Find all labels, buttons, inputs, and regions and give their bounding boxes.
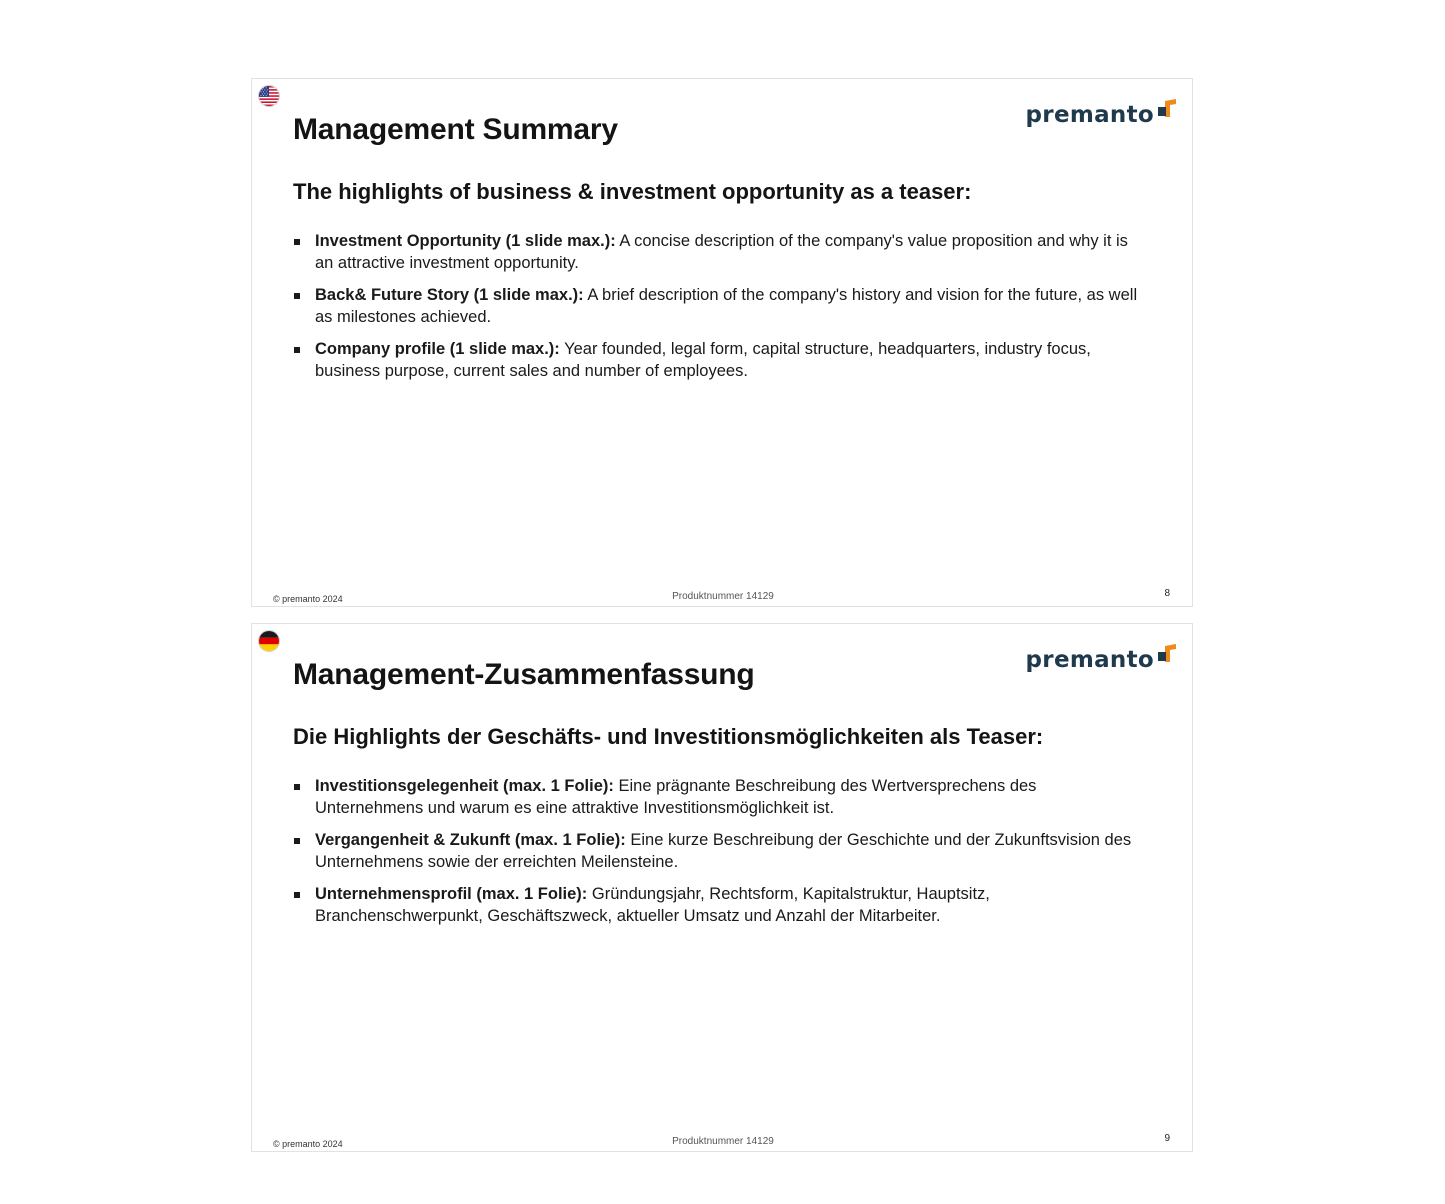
bullet-label: Vergangenheit & Zukunft (max. 1 Folie): <box>315 831 626 849</box>
bullet-list <box>293 231 1143 393</box>
bullet-item <box>293 285 1143 328</box>
bullet-item <box>293 776 1143 819</box>
bullet-text: Eine kurze Beschreibung der Geschichte und der Zukunftsvision des Unternehmens sowie der erreichten Meilensteine. <box>315 831 1132 871</box>
slide-subtitle: Die Highlights der Geschäfts- und Investitionsmöglichkeiten als Teaser: <box>293 724 1044 749</box>
logo-wordmark: premanto <box>1025 647 1154 673</box>
bullet-item <box>293 884 1143 927</box>
de-flag-icon <box>258 630 280 652</box>
premanto-logo <box>1026 93 1178 129</box>
bullet-text: Gründungsjahr, Rechtsform, Kapitalstruktur, Hauptsitz, Branchenschwerpunkt, Geschäftszweck, aktueller Umsatz und Anzahl der Mitarbeiter. <box>315 885 990 925</box>
bullet-label: Company profile (1 slide max.): <box>315 340 560 358</box>
slide-management-summary-en <box>251 78 1193 607</box>
bullet-text: A concise description of the company's value proposition and why it is an attractive investment opportunity. <box>315 232 1128 272</box>
slide-title: Management Summary <box>293 113 618 146</box>
bullet-list <box>293 776 1143 938</box>
page-number: 9 <box>1164 1133 1170 1144</box>
footer-product-number: Produktnummer 14129 <box>672 1136 774 1147</box>
bullet-square-icon <box>294 838 300 844</box>
bullet-item <box>293 231 1143 274</box>
logo-wordmark: premanto <box>1025 102 1154 128</box>
footer-product-number: Produktnummer 14129 <box>672 591 774 602</box>
bullet-square-icon <box>294 347 300 353</box>
bullet-item <box>293 339 1143 382</box>
bullet-square-icon <box>294 892 300 898</box>
bullet-square-icon <box>294 293 300 299</box>
slide-title: Management-Zusammenfassung <box>293 658 755 691</box>
logo-mark-icon <box>1156 642 1178 664</box>
premanto-logo <box>1026 638 1178 674</box>
bullet-label: Investment Opportunity (1 slide max.): <box>315 232 616 250</box>
slide-management-summary-de <box>251 623 1193 1152</box>
us-flag-icon <box>258 85 280 107</box>
bullet-square-icon <box>294 784 300 790</box>
bullet-text: A brief description of the company's history and vision for the future, as well as milestones achieved. <box>315 286 1138 326</box>
slide-subtitle: The highlights of business & investment opportunity as a teaser: <box>293 179 972 204</box>
page-number: 8 <box>1164 588 1170 599</box>
footer-copyright: © premanto 2024 <box>273 1139 343 1149</box>
bullet-label: Unternehmensprofil (max. 1 Folie): <box>315 885 588 903</box>
bullet-label: Back& Future Story (1 slide max.): <box>315 286 584 304</box>
bullet-text: Eine prägnante Beschreibung des Wertversprechens des Unternehmens und warum es eine attraktive Investitionsmöglichkeit ist. <box>315 777 1037 817</box>
bullet-item <box>293 830 1143 873</box>
bullet-label: Investitionsgelegenheit (max. 1 Folie): <box>315 777 614 795</box>
footer-copyright: © premanto 2024 <box>273 594 343 604</box>
bullet-square-icon <box>294 239 300 245</box>
logo-mark-icon <box>1156 97 1178 119</box>
bullet-text: Year founded, legal form, capital structure, headquarters, industry focus, business purpose, current sales and number of employees. <box>315 340 1091 380</box>
